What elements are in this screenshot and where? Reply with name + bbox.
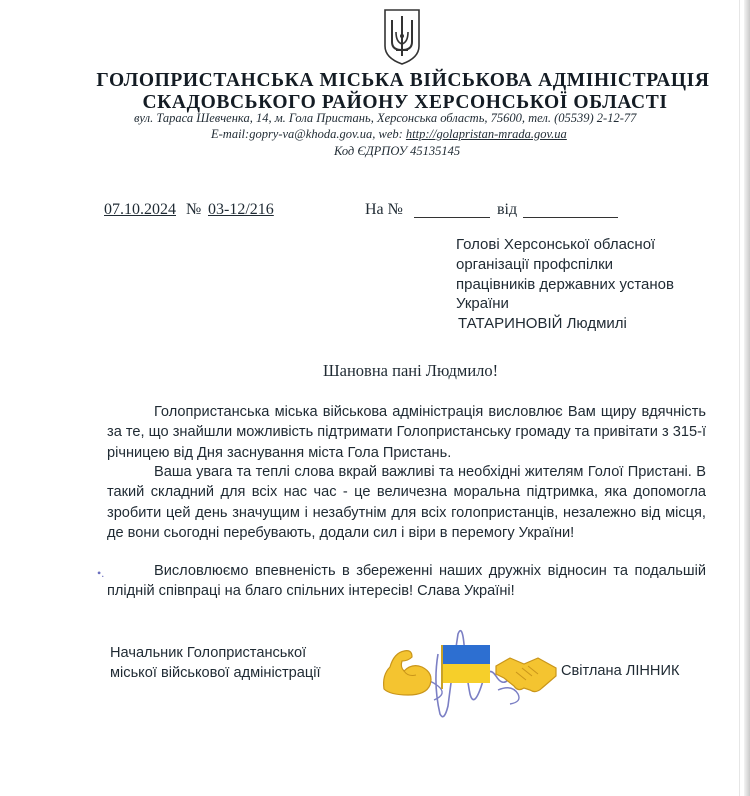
web-label: , web: bbox=[372, 127, 406, 141]
greeting: Шановна пані Людмило! bbox=[323, 361, 499, 380]
ink-mark: •. bbox=[97, 566, 105, 580]
org-contacts bbox=[211, 127, 567, 142]
email-link[interactable]: gopry-va@khoda.gov.ua bbox=[249, 127, 373, 141]
recipient-line: Голові Херсонської обласної bbox=[456, 236, 656, 253]
signatory-title-line1: Начальник Голопристанської bbox=[110, 645, 307, 661]
org-edrpou: Код ЄДРПОУ 45135145 bbox=[334, 144, 461, 158]
org-title-line1: ГОЛОПРИСТАНСЬКА МІСЬКА ВІЙСЬКОВА АДМІНІСТРАЦІЯ bbox=[96, 70, 710, 91]
page-edge-line bbox=[739, 0, 740, 796]
signatory-title-line2: міської військової адміністрації bbox=[110, 665, 321, 681]
reply-to-label: На № bbox=[365, 201, 403, 218]
body-paragraph: Ваша увага та теплі слова вкрай важливі та необхідні жителям Голої Пристані. В такий складний для всіх нас час - це величезна моральна підтримка, яка допомогла зробити цей день значущим і незабутнім для всіх голопристанців, незалежно від місця, де вони сьогодні перебувають, додали сил і віри в перемогу України! bbox=[107, 464, 706, 541]
flag-blue-stripe bbox=[441, 645, 490, 664]
reply-number-blank bbox=[414, 217, 490, 218]
letter-date: 07.10.2024 bbox=[104, 201, 176, 218]
body-paragraph: Голопристанська міська військова адміністрація висловлює Вам щиру вдячність за те, що знайшли можливість підтримати Голопристанську громаду та привітати з 315-ї річницею від Дня заснування міста Гола Пристань. bbox=[107, 404, 706, 461]
flag-pole bbox=[441, 645, 443, 689]
letter-number: 03-12/216 bbox=[208, 201, 274, 218]
number-sign: № bbox=[186, 201, 202, 218]
recipient-line: організації профспілки bbox=[456, 256, 614, 273]
email-label: E-mail: bbox=[211, 127, 250, 141]
trident-emblem-icon bbox=[382, 6, 422, 66]
website-link[interactable]: http://golapristan-mrada.gov.ua bbox=[405, 127, 567, 141]
org-address: вул. Тараса Шевченка, 14, м. Гола Пристань, Херсонська область, 75600, тел. (05539) 2-12-77 bbox=[134, 111, 637, 125]
ukraine-flag-icon bbox=[441, 645, 490, 683]
recipient-line: працівників державних установ bbox=[456, 276, 674, 293]
recipient-line: України bbox=[456, 295, 509, 312]
flexed-biceps-icon bbox=[378, 645, 436, 697]
reply-date-label: від bbox=[497, 201, 518, 218]
recipient-name: ТАТАРИНОВІЙ Людмилі bbox=[458, 315, 627, 332]
page-edge-shadow bbox=[744, 0, 750, 796]
org-title-line2: СКАДОВСЬКОГО РАЙОНУ ХЕРСОНСЬКОЇ ОБЛАСТІ bbox=[142, 92, 668, 113]
reply-date-blank bbox=[523, 217, 618, 218]
flag-yellow-stripe bbox=[441, 664, 490, 683]
signatory-name: Світлана ЛІННИК bbox=[561, 663, 680, 679]
body-paragraph: Висловлюємо впевненість в збереженні наших дружніх відносин та подальшій плідній співпраці на благо спільних інтересів! Слава Україні! bbox=[107, 563, 706, 600]
handshake-icon bbox=[494, 648, 560, 698]
